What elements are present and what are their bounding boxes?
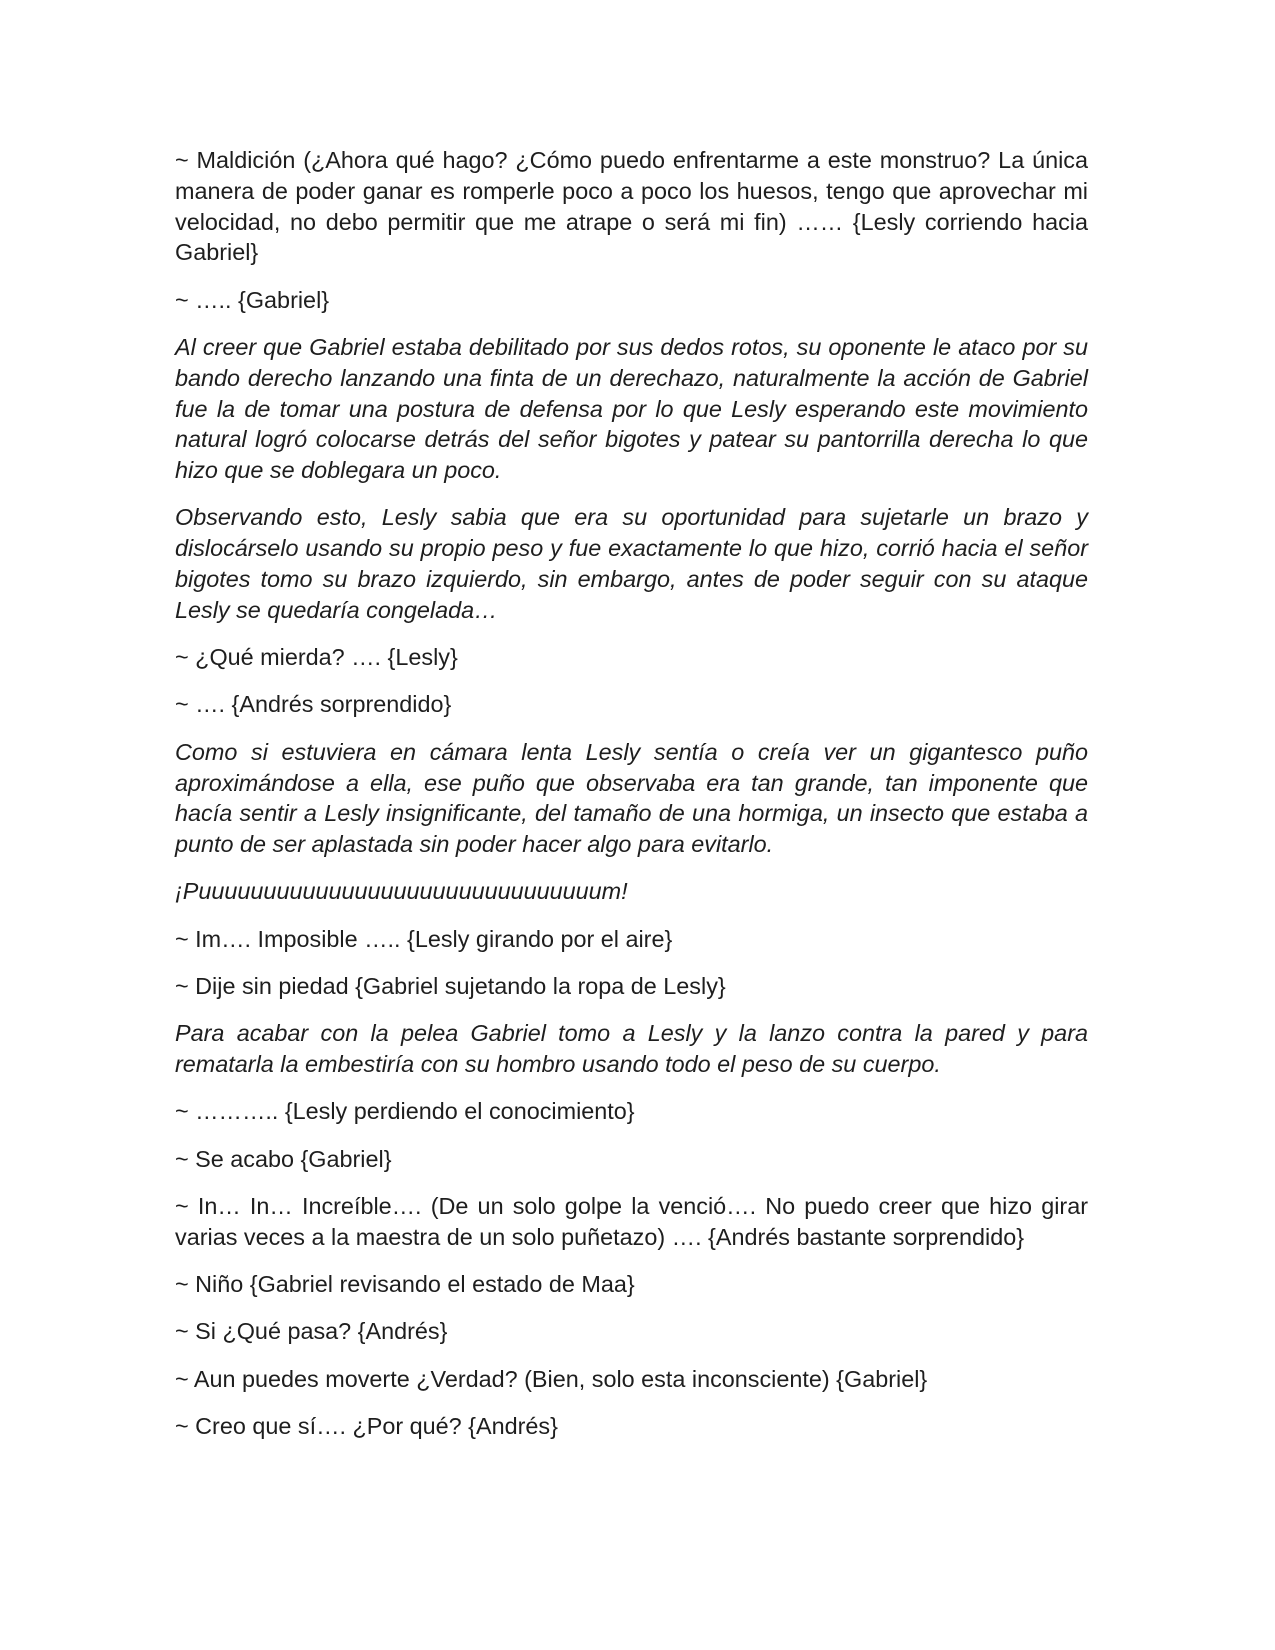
document-body	[175, 145, 1088, 1458]
dialogue-paragraph: ~ Aun puedes moverte ¿Verdad? (Bien, solo esta inconsciente) {Gabriel}	[175, 1365, 928, 1392]
dialogue-paragraph: ~ Se acabo {Gabriel}	[175, 1145, 392, 1172]
narration-paragraph: Como si estuviera en cámara lenta Lesly sentía o creía ver un gigantesco puño aproximándose a ella, ese puño que observaba era tan grande, tan imponente que hacía sentir a Lesly insignificante, del tamaño de una hormiga, un insecto que estaba a punto de ser aplastada sin poder hacer algo para evitarlo.	[175, 738, 1088, 858]
dialogue-paragraph: ~ ……….. {Lesly perdiendo el conocimiento}	[175, 1098, 635, 1125]
dialogue-paragraph: ~ Dije sin piedad {Gabriel sujetando la ropa de Lesly}	[175, 973, 726, 1000]
dialogue-paragraph: ~ ¿Qué mierda? …. {Lesly}	[175, 644, 458, 671]
dialogue-paragraph: ~ …. {Andrés sorprendido}	[175, 691, 452, 718]
dialogue-paragraph: ~ Creo que sí…. ¿Por qué? {Andrés}	[175, 1413, 558, 1439]
dialogue-paragraph: ~ Maldición (¿Ahora qué hago? ¿Cómo puedo enfrentarme a este monstruo? La única manera de poder ganar es romperle poco a poco los huesos, tengo que aprovechar mi velocidad, no debo permitir que me atrape o será mi fin) …… {Lesly corriendo hacia Gabriel}	[175, 147, 1088, 266]
narration-paragraph: Observando esto, Lesly sabia que era su oportunidad para sujetarle un brazo y dislocárselo usando su propio peso y fue exactamente lo que hizo, corrió hacia el señor bigotes tomo su brazo izquierdo, sin embargo, antes de poder seguir con su ataque Lesly se quedaría congelada…	[175, 504, 1088, 623]
narration-paragraph: Al creer que Gabriel estaba debilitado por sus dedos rotos, su oponente le ataco por su bando derecho lanzando una finta de un derechazo, naturalmente la acción de Gabriel fue la de tomar una postura de defensa por lo que Lesly esperando este movimiento natural logró colocarse detrás del señor bigotes y patear su pantorrilla derecha lo que hizo que se doblegara un poco.	[175, 333, 1088, 484]
dialogue-paragraph: ~ ….. {Gabriel}	[175, 286, 330, 313]
dialogue-paragraph: ~ Si ¿Qué pasa? {Andrés}	[175, 1318, 448, 1345]
dialogue-paragraph: ~ Niño {Gabriel revisando el estado de Maa}	[175, 1271, 635, 1298]
narration-paragraph: Para acabar con la pelea Gabriel tomo a Lesly y la lanzo contra la pared y para rematarla la embestiría con su hombro usando todo el peso de su cuerpo.	[175, 1020, 1088, 1078]
dialogue-paragraph: ~ In… In… Increíble…. (De un solo golpe la venció…. No puedo creer que hizo girar varias veces a la maestra de un solo puñetazo) …. {Andrés bastante sorprendido}	[175, 1193, 1088, 1250]
dialogue-paragraph: ~ Im…. Imposible ….. {Lesly girando por el aire}	[175, 925, 673, 952]
sound-effect-line: ¡Puuuuuuuuuuuuuuuuuuuuuuuuuuuuuuum!	[175, 878, 628, 905]
